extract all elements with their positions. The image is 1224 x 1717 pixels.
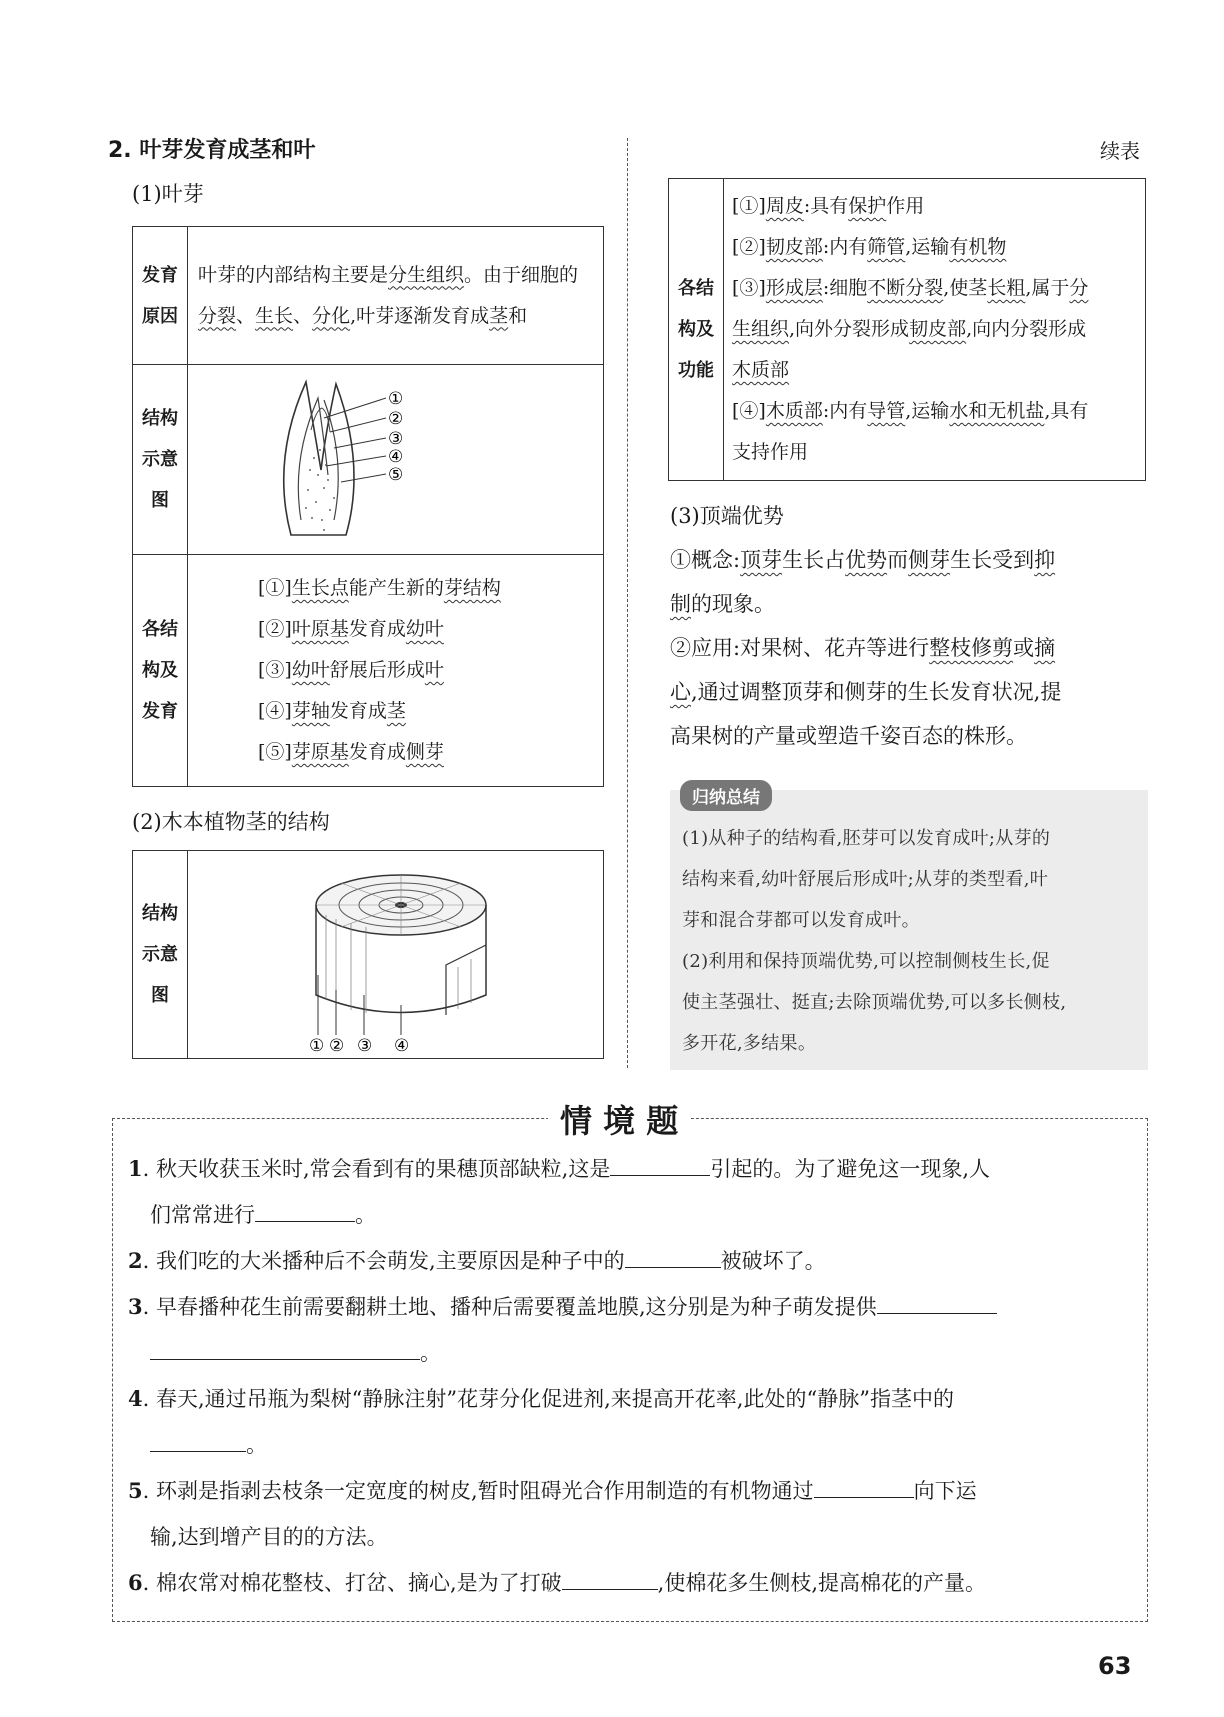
question-2: 2. 我们吃的大米播种后不会萌发,主要原因是种子中的 被破坏了。 <box>128 1248 826 1273</box>
label-structure-diagram: 结构 示意 图 <box>133 365 188 555</box>
label-structure-function: 各结 构及 功能 <box>669 179 724 481</box>
questions: 1. 秋天收获玉米时,常会看到有的果穗顶部缺粒,这是 引起的。为了避免这一现象,人 们常常进行 。 2. 我们吃的大米播种后不会萌发,主要原因是种子中的 被破坏了。 3. 早春播种花生前需要翻耕土地、播种后需要覆盖地膜,这分别是为种子萌发提供 。 4. 春天,通过吊瓶为梨树“静脉注射”花芽分化促进剂,来提高开花率,此处的“静脉”指茎中的 。 5. 环剥是指剥去枝条一定宽度的树皮,暂时阻碍光合作用制造的有机物通过 向下运 输,达到增产目的的方法。 6. 棉农常对棉花整枝、打岔、摘心,是为了打破 ,使棉花多生侧枝,提高棉花的产量。 <box>128 1146 1138 1606</box>
stem-diagram <box>196 855 596 1055</box>
summary-text: (1)从种子的结构看,胚芽可以发育成叶;从芽的 结构来看,幼叶舒展后形成叶;从芽的类型看,叶 芽和混合芽都可以发育成叶。 (2)利用和保持顶端优势,可以控制侧枝生长,促 使主茎强壮、挺直;去除顶端优势,可以多长侧枝, 多开花,多结果。 <box>682 828 1067 1054</box>
bud-label-1: ① <box>387 388 403 409</box>
answer-blank[interactable] <box>814 1477 914 1498</box>
list-item: [①]生长点能产生新的芽结构 <box>258 577 501 599</box>
question-4: 4. 春天,通过吊瓶为梨树“静脉注射”花芽分化促进剂,来提高开花率,此处的“静脉”指茎中的 <box>128 1386 954 1411</box>
column-divider <box>627 138 628 1068</box>
scenario-title: 情 境 题 <box>548 1096 690 1142</box>
subheading-apical-dominance: (3)顶端优势 <box>670 504 784 528</box>
leaf-bud-diagram <box>196 370 596 550</box>
answer-blank[interactable] <box>625 1247 721 1268</box>
list-item: [②]叶原基发育成幼叶 <box>258 618 444 640</box>
summary-tag: 归纳总结 <box>680 780 772 811</box>
stem-table <box>132 850 604 1059</box>
answer-blank[interactable] <box>562 1569 658 1590</box>
answer-blank[interactable] <box>150 1431 246 1452</box>
stem-diagram-cell <box>188 851 604 1059</box>
structure-development-list <box>188 555 604 787</box>
stem-label-4: ④ <box>393 1035 409 1055</box>
bud-label-5: ⑤ <box>387 464 403 485</box>
stem-function-table <box>668 178 1146 481</box>
bud-label-4: ④ <box>387 446 403 467</box>
answer-blank[interactable] <box>150 1339 420 1360</box>
leaf-bud-table <box>132 226 604 787</box>
label-structure-development: 各结 构及 发育 <box>133 555 188 787</box>
subheading-stem-structure: (2)木本植物茎的结构 <box>132 810 330 834</box>
concept-paragraph: ①概念:顶芽生长占优势而侧芽生长受到抑 制的现象。 <box>670 548 1056 616</box>
answer-blank[interactable] <box>877 1293 997 1314</box>
leaf-bud-diagram-cell <box>188 365 604 555</box>
stem-label-3: ③ <box>356 1035 372 1055</box>
summary-box <box>670 790 1148 1070</box>
question-5: 5. 环剥是指剥去枝条一定宽度的树皮,暂时阻碍光合作用制造的有机物通过 向下运 <box>128 1478 977 1503</box>
page-number: 63 <box>1098 1652 1132 1680</box>
stem-label-2: ② <box>328 1035 344 1055</box>
answer-blank[interactable] <box>255 1201 355 1222</box>
question-3: 3. 早春播种花生前需要翻耕土地、播种后需要覆盖地膜,这分别是为种子萌发提供 <box>128 1284 1138 1330</box>
label-development-cause: 发育 原因 <box>133 227 188 365</box>
development-cause-text: 叶芽的内部结构主要是分生组织。由于细胞的分裂、生长、分化,叶芽逐渐发育成茎和 <box>188 227 604 365</box>
bud-label-3: ③ <box>387 428 403 449</box>
subheading-leaf-bud: (1)叶芽 <box>132 182 204 206</box>
section-title: 2. 叶芽发育成茎和叶 <box>108 138 316 163</box>
bud-label-2: ② <box>387 408 403 429</box>
stem-label-1: ① <box>308 1035 324 1055</box>
structure-function-text: [①]周皮:具有保护作用 [②]韧皮部:内有筛管,运输有机物 [③]形成层:细胞不断分裂,使茎长粗,属于分 生组织,向外分裂形成韧皮部,向内分裂形成 木质部 [④]木质部:内有导管,运输水和无机盐,具有 支持作用 <box>724 179 1146 481</box>
application-paragraph: ②应用:对果树、花卉等进行整枝修剪或摘 心,通过调整顶芽和侧芽的生长发育状况,提 高果树的产量或塑造千姿百态的株形。 <box>670 636 1062 748</box>
question-6: 6. 棉农常对棉花整枝、打岔、摘心,是为了打破 ,使棉花多生侧枝,提高棉花的产量。 <box>128 1570 987 1595</box>
question-1: 1. 秋天收获玉米时,常会看到有的果穗顶部缺粒,这是 引起的。为了避免这一现象,人 <box>128 1156 991 1181</box>
label-stem-diagram: 结构 示意 图 <box>133 851 188 1059</box>
answer-blank[interactable] <box>610 1155 710 1176</box>
list-item: [④]芽轴发育成茎 <box>258 700 406 722</box>
continued-label: 续表 <box>1100 139 1140 163</box>
list-item: [⑤]芽原基发育成侧芽 <box>258 741 444 763</box>
list-item: [③]幼叶舒展后形成叶 <box>258 659 444 681</box>
